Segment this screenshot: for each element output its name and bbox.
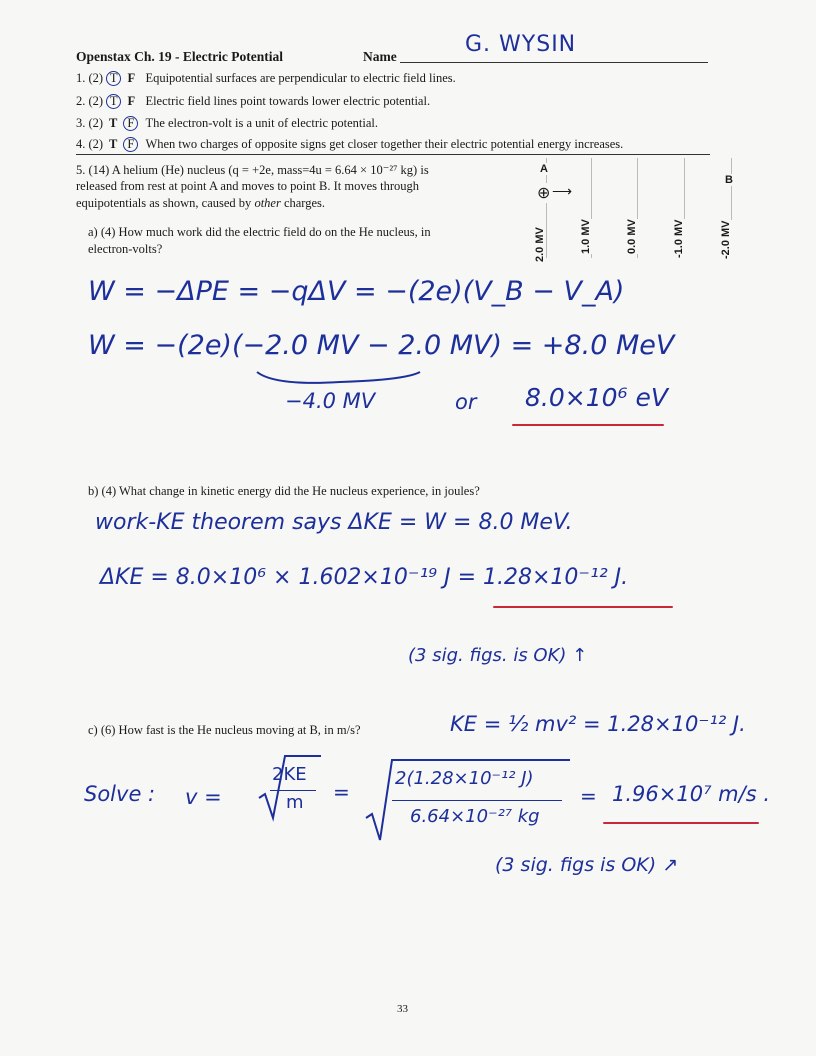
potential-label: 1.0 MV	[580, 219, 592, 254]
potential-label: -2.0 MV	[720, 220, 732, 259]
answer-b-line1: work-KE theorem says ΔKE = W = 8.0 MeV.	[95, 510, 573, 535]
q5a-line2: electron-volts?	[88, 242, 163, 256]
answer-c-v: v =	[185, 785, 222, 809]
sqrt-sign-large	[362, 752, 574, 844]
answer-a-line1: W = −ΔPE = −qΔV = −(2e)(V_B − V_A)	[88, 276, 625, 307]
q5-intro-text: equipotentials as shown, caused by	[76, 196, 252, 210]
question-text: When two charges of opposite signs get closer together their electric potential energy increases.	[145, 137, 624, 151]
true-option: T	[109, 116, 118, 130]
q5b-text: b) (4) What change in kinetic energy did the He nucleus experience, in joules?	[88, 484, 480, 498]
answer-a-note: −4.0 MV	[285, 389, 376, 413]
answer-b-line2: ΔKE = 8.0×10⁶ × 1.602×10⁻¹⁹ J = 1.28×10⁻¹² J.	[100, 565, 629, 590]
true-circled: T	[106, 94, 121, 109]
answer-c-ke: KE = ½ mv² = 1.28×10⁻¹² J.	[450, 712, 746, 736]
question-text: The electron-volt is a unit of electric potential.	[145, 116, 379, 130]
fraction-bar	[270, 790, 316, 791]
question-3	[76, 116, 378, 131]
answer-c-solve: Solve :	[84, 782, 156, 806]
equals-sign: =	[580, 784, 597, 808]
point-b-label: B	[725, 174, 733, 186]
equals-sign: =	[333, 780, 350, 804]
question-text: Equipotential surfaces are perpendicular to electric field lines.	[145, 71, 456, 85]
q5-intro-line3	[76, 196, 325, 211]
answer-c-note: (3 sig. figs is OK) ↗	[495, 854, 679, 876]
false-option: F	[127, 71, 136, 85]
question-number: 1. (2)	[76, 71, 104, 85]
question-number: 4. (2)	[76, 137, 104, 151]
q5c-text: c) (6) How fast is the He nucleus moving at B, in m/s?	[88, 723, 361, 737]
potential-label: -1.0 MV	[673, 219, 685, 258]
answer-a-line2: W = −(2e)(−2.0 MV − 2.0 MV) = +8.0 MeV	[88, 330, 675, 361]
worksheet-title: Openstax Ch. 19 - Electric Potential	[76, 49, 283, 64]
sqrt-numerator: 2KE	[272, 764, 307, 785]
answer-a-final: 8.0×10⁶ eV	[525, 383, 668, 412]
question-text: Electric field lines point towards lower electric potential.	[145, 94, 431, 108]
name-label: Name	[363, 49, 397, 64]
answer-b-note: (3 sig. figs. is OK) ↑	[408, 645, 588, 666]
q5-intro-text-end: charges.	[283, 196, 326, 210]
q5-intro-line2: released from rest at point A and moves to point B. It moves through	[76, 179, 419, 193]
q5-intro-emphasis: other	[254, 196, 281, 210]
red-underline	[603, 822, 759, 824]
underbrace	[255, 368, 425, 390]
answer-c-final: 1.96×10⁷ m/s .	[612, 782, 770, 806]
arrow-right-icon: ⟶	[552, 185, 573, 200]
false-option: F	[127, 94, 136, 108]
name-line	[400, 62, 708, 63]
potential-label: 2.0 MV	[534, 227, 546, 262]
divider	[76, 154, 710, 155]
student-name: G. WYSIN	[465, 32, 577, 57]
sqrt-denominator: m	[286, 792, 304, 813]
question-4	[76, 137, 623, 152]
answer-c-denominator: 6.64×10⁻²⁷ kg	[410, 806, 540, 827]
page-number: 33	[397, 1003, 408, 1015]
q5a-line1: a) (4) How much work did the electric field do on the He nucleus, in	[88, 225, 431, 239]
fraction-bar	[392, 800, 562, 801]
answer-a-or: or	[455, 390, 477, 414]
red-underline	[493, 606, 673, 608]
positive-charge-icon: ⊕	[537, 185, 551, 202]
potential-label: 0.0 MV	[626, 219, 638, 254]
question-number: 3. (2)	[76, 116, 104, 130]
false-circled: F	[123, 116, 138, 131]
true-circled: T	[106, 71, 121, 86]
true-option: T	[109, 137, 118, 151]
red-underline	[512, 424, 664, 426]
false-circled: F	[123, 137, 138, 152]
q5-intro-line1: 5. (14) A helium (He) nucleus (q = +2e, mass=4u = 6.64 × 10⁻²⁷ kg) is	[76, 163, 429, 177]
question-1	[76, 71, 456, 86]
point-a-label: A	[540, 163, 548, 175]
question-number: 2. (2)	[76, 94, 104, 108]
answer-c-numerator: 2(1.28×10⁻¹² J)	[395, 768, 534, 789]
question-2	[76, 94, 430, 109]
